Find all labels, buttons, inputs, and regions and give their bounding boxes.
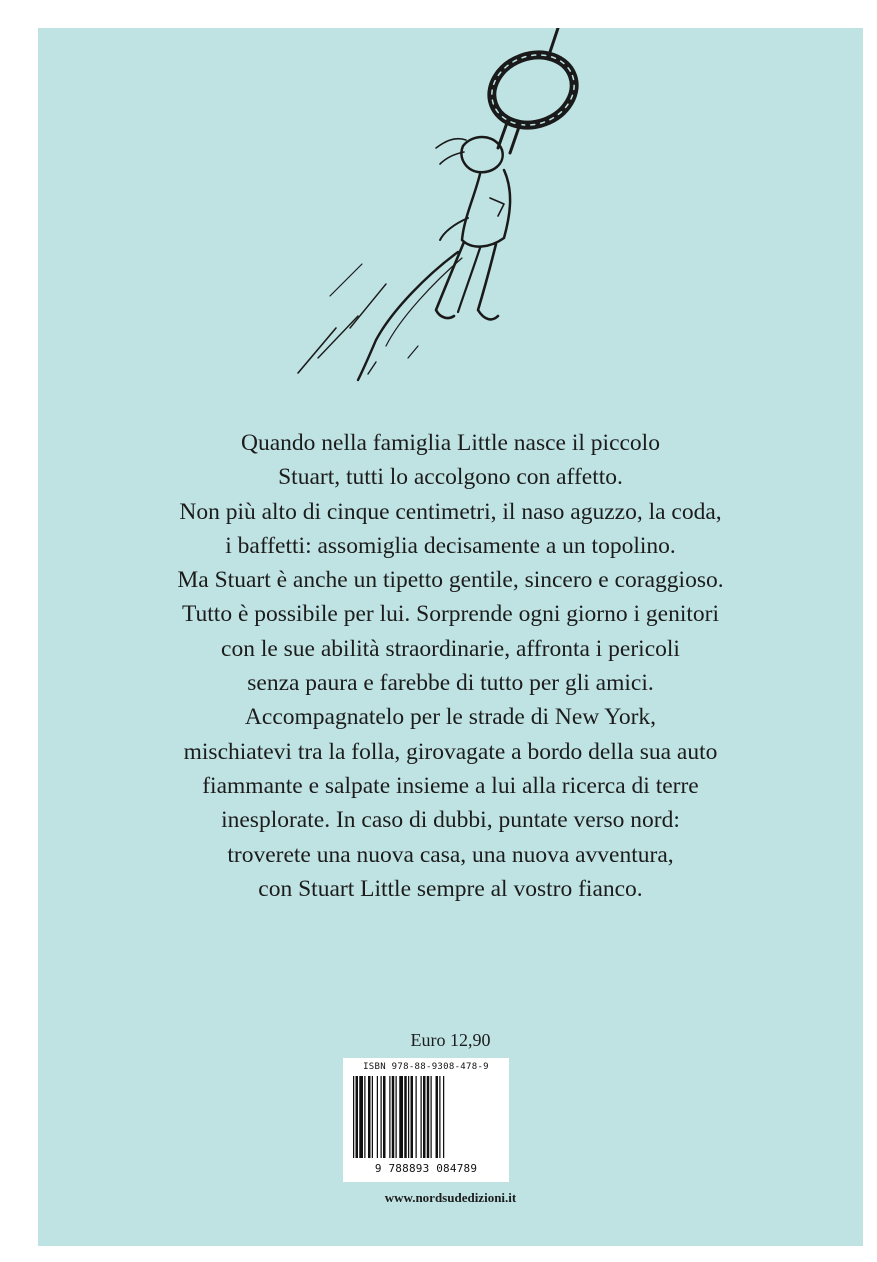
back-cover <box>38 28 863 1246</box>
blurb-line: Non più alto di cinque centimetri, il naso aguzzo, la coda, <box>179 498 722 525</box>
barcode-bar <box>383 1076 386 1158</box>
barcode-bar <box>427 1076 430 1158</box>
barcode-bars <box>351 1076 501 1158</box>
blurb-line: Quando nella famiglia Little nasce il piccolo <box>241 430 660 456</box>
barcode-bar <box>423 1076 426 1158</box>
barcode-bar <box>381 1076 382 1158</box>
barcode-bar <box>436 1076 439 1158</box>
barcode-bar <box>443 1076 444 1158</box>
blurb-line: Accompagnatelo per le strade di New York, <box>244 704 657 731</box>
isbn-label: ISBN 978-88-9308-478-9 <box>363 1062 489 1072</box>
blurb-line: inesplorate. In caso di dubbi, puntate verso nord: <box>221 807 680 834</box>
barcode-bar <box>356 1076 359 1158</box>
barcode-bar <box>431 1076 432 1158</box>
blurb-line: Stuart, tutti lo accolgono con affetto. <box>278 464 623 491</box>
blurb-line: mischiatevi tra la folla, girovagate a bordo della sua auto <box>183 738 718 765</box>
barcode-bar <box>377 1076 378 1158</box>
barcode-bar <box>399 1076 403 1158</box>
blurb-line: Ma Stuart è anche un tipetto gentile, sincero e coraggioso. <box>177 567 724 594</box>
blurb-line: fiammante e salpate insieme a lui alla ricerca di terre <box>202 772 699 799</box>
barcode-bar <box>368 1076 371 1158</box>
blurb-line: con Stuart Little sempre al vostro fianco. <box>258 875 643 902</box>
stuart-swinging-on-ring-illustration <box>258 28 618 408</box>
barcode-bar <box>396 1076 397 1158</box>
barcode-bar <box>364 1076 365 1158</box>
publisher-website: www.nordsudedizioni.it <box>384 1190 517 1205</box>
barcode-bar <box>416 1076 417 1158</box>
barcode-bar <box>439 1076 440 1158</box>
blurb-line: senza paura e farebbe di tutto per gli amici. <box>247 670 654 697</box>
back-cover-blurb <box>78 426 823 906</box>
blurb-line: con le sue abilità straordinarie, affronta i pericoli <box>221 635 680 662</box>
barcode-bar <box>359 1076 363 1158</box>
barcode-bar <box>372 1076 373 1158</box>
barcode-bar <box>353 1076 354 1158</box>
barcode-bar <box>408 1076 409 1158</box>
blurb-line: Tutto è possibile per lui. Sorprende ogni giorno i genitori <box>182 601 719 628</box>
barcode-bar <box>404 1076 407 1158</box>
barcode-bar <box>389 1076 390 1158</box>
barcode-bar <box>411 1076 414 1158</box>
ean-digits: 9 788893 084789 <box>374 1162 478 1175</box>
blurb-line: i baffetti: assomiglia decisamente a un topolino. <box>225 532 676 559</box>
price-label: Euro 12,90 <box>410 1030 491 1050</box>
blurb-line: troverete una nuova casa, una nuova avventura, <box>227 841 674 868</box>
isbn-barcode <box>343 1058 509 1182</box>
barcode-bar <box>421 1076 422 1158</box>
barcode-bar <box>392 1076 395 1158</box>
